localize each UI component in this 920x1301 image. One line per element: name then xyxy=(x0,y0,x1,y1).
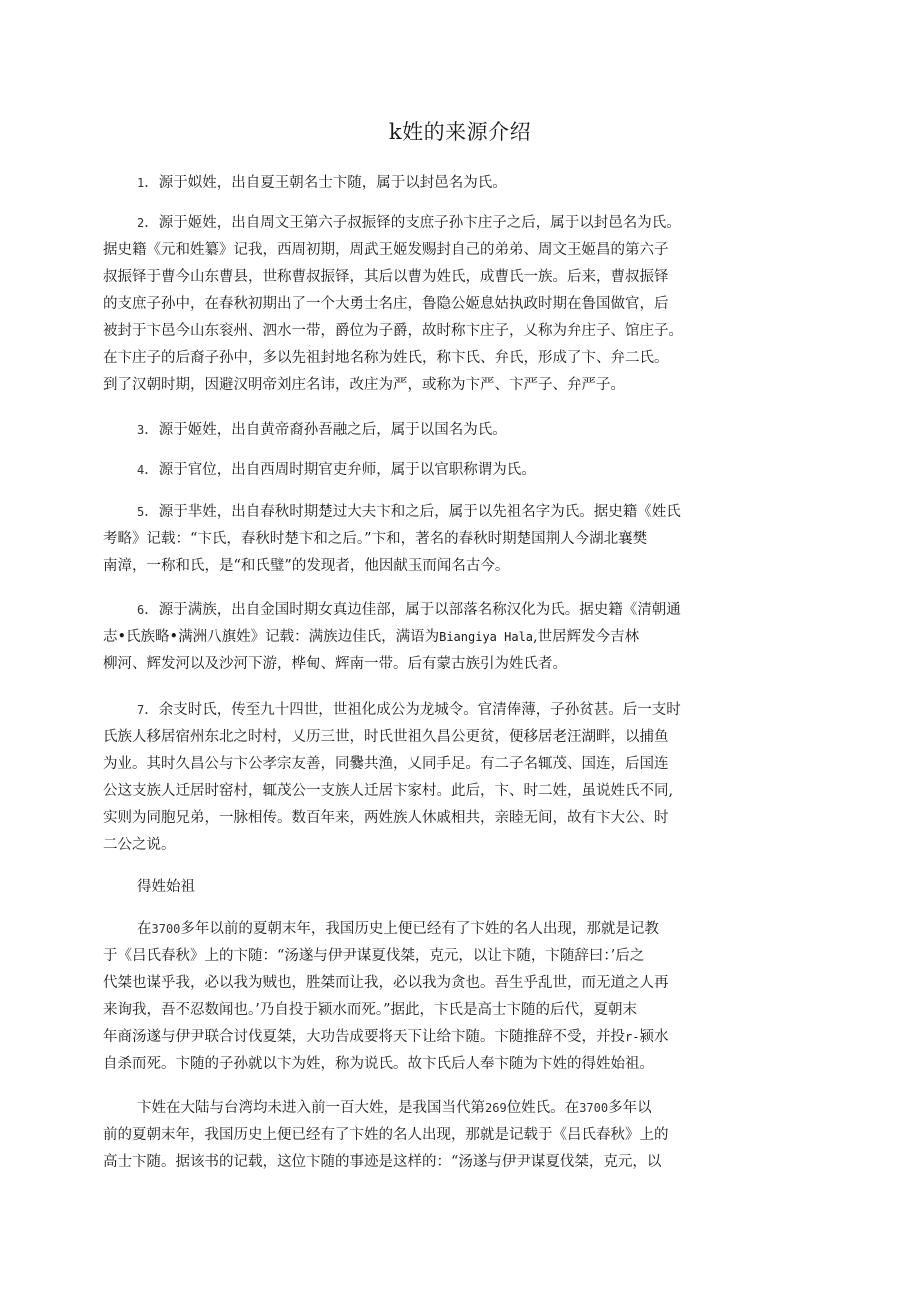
paragraph-3 xyxy=(103,417,758,444)
paragraph-line: 来询我，吾不忍数闻也。’乃自投于颍水而死。”据此，卞氏是高士卞随的后代，夏朝末 xyxy=(103,1002,638,1018)
paragraph-line: 4．源于官位，出自西周时期官吏弁师，属于以官职称谓为氏。 xyxy=(137,462,536,478)
item-number: 7 xyxy=(137,703,145,717)
romanized-term: Biangiya Hala xyxy=(439,630,534,644)
paragraph-line: 高士卞随。据该书的记载，这位卞随的事迹是这样的：“汤遂与伊尹谋夏伐桀，克元，以 xyxy=(103,1154,662,1170)
paragraph-4 xyxy=(103,457,758,484)
item-number: 4 xyxy=(137,463,145,477)
paragraph-line: 被封于卞邑今山东衮州、泗水一带，爵位为子爵，故时称卞庄子，乂称为弁庄子、馆庄子。 xyxy=(103,323,683,339)
paragraph-line: 在卞庄子的后裔子孙中，多以先祖封地名称为姓氏，称卞氏、弁氏，形成了卞、弁二氏。 xyxy=(103,350,669,366)
paragraph-line: 自杀而死。卞随的子孙就以卞为姓，称为说氏。故卞氏后人奉卞随为卞姓的得姓始祖。 xyxy=(103,1056,654,1072)
item-number: 1 xyxy=(137,176,145,190)
paragraph-line: 年商汤遂与伊尹联合讨伐夏桀，大功告成要将天下让给卞随。卞随推辞不受，并投r-颍水 xyxy=(103,1029,669,1045)
paragraph-line: 氏族人移居宿州东北之时村，乂历三世，时氏世祖久昌公更贫，便移居老汪湖畔，以捕鱼 xyxy=(103,729,669,745)
paragraph-2 xyxy=(103,210,758,399)
item-number: 3 xyxy=(137,423,145,437)
paragraph-1 xyxy=(103,170,758,197)
paragraph-line: 代桀也谋乎我，必以我为贼也，胜桀而让我，必以我为贪也。吾生乎乱世，而无道之人再 xyxy=(103,975,669,991)
paragraph-line: 7．余支时氏，传至九十四世，世祖化成公为龙城令。官清俸薄，子孙贫甚。后一支时 xyxy=(137,702,681,718)
item-number: 5 xyxy=(137,505,145,519)
section-heading: 得姓始祖 xyxy=(137,879,195,895)
document-title: k姓的来源介绍 xyxy=(388,120,532,144)
paragraph-line: 前的夏朝末年，我国历史上便已经有了卞姓的名人出现，那就是记载于《吕氏春秋》上的 xyxy=(103,1127,669,1143)
paragraph-line: 到了汉朝时期，因避汉明帝刘庄名讳，改庄为严，或称为卞严、卞严子、弁严子。 xyxy=(103,377,625,393)
paragraph-line: 二公之说。 xyxy=(103,837,176,853)
paragraph-7 xyxy=(103,697,758,859)
paragraph-line: 实则为同胞兄弟，一脉相传。数百年来，两姓族人休戚相共，亲睦无间，故有卞大公、时 xyxy=(103,810,669,826)
paragraph-line: 据史籍《元和姓纂》记我，西周初期，周武王姬发赐封自己的弟弟、周文王姬昌的第六子 xyxy=(103,242,669,258)
paragraph-line: 1．源于姒姓，出自夏王朝名士卞随，属于以封邑名为氏。 xyxy=(137,175,507,191)
paragraph-5 xyxy=(103,499,758,580)
paragraph-line: 的支庶子孙中，在春秋初期出了一个大勇士名庄，鲁隐公姬息姑执政时期在鲁国做官，后 xyxy=(103,296,669,312)
item-number: 2 xyxy=(137,216,145,230)
paragraph-8 xyxy=(103,916,758,1078)
paragraph-line: 公这支族人迁居时窑村，辄茂公一支族人迁居卞家村。此后，卞、时二姓，虽说姓氏不同, xyxy=(103,783,674,799)
paragraph-9 xyxy=(103,1095,758,1176)
paragraph-line: 3．源于姬姓，出自黄帝裔孙吾融之后，属于以国名为氏。 xyxy=(137,422,507,438)
paragraph-line: 南漳，一称和氏，是“和氏璧”的发现者，他因献玉而闻名古今。 xyxy=(103,558,510,574)
paragraph-line: 在3700多年以前的夏朝末年，我国历史上便已经有了卞姓的名人出现，那就是记教 xyxy=(137,921,659,937)
paragraph-line: 2．源于姬姓，出自周文王第六子叔振铎的支庶子孙卞庄子之后，属于以封邑名为氏。 xyxy=(137,215,681,231)
paragraph-line: 为业。其时久昌公与卞公孝宗友善，同爨共渔，乂同手足。有二子名辄茂、国连，后国连 xyxy=(103,756,669,772)
paragraph-line: 5．源于芈姓，出自春秋时期楚过大夫卞和之后，属于以先祖名字为氏。据史籍《姓氏 xyxy=(137,504,681,520)
paragraph-line: 卞姓在大陆与台湾均未进入前一百大姓，是我国当代第269位姓氏。在3700多年以 xyxy=(137,1100,652,1116)
paragraph-6 xyxy=(103,597,758,678)
paragraph-line: 于《吕氏春秋》上的卞随：“汤遂与伊尹谋夏伐桀，克元，以让卞随，卞随辞曰：’后之 xyxy=(103,948,645,964)
paragraph-line: 6．源于满族，出自金国时期女真边佳部，属于以部落名称汉化为氏。据史籍《清朝通 xyxy=(137,602,681,618)
paragraph-line: 叔振铎于曹今山东曹县，世称曹叔振铎，其后以曹为姓氏，成曹氏一族。后来，曹叔振铎 xyxy=(103,269,669,285)
item-number: 6 xyxy=(137,603,145,617)
paragraph-line: 志•氏族略•满洲八旗姓》记载：满族边佳氏，满语为Biangiya Hala,世居辉发今吉林 xyxy=(103,629,640,645)
paragraph-line: 柳河、辉发河以及沙河下游，桦甸、辉南一带。后有蒙古族引为姓氏者。 xyxy=(103,656,567,672)
paragraph-line: 考略》记载：“卞氏，春秋时楚卞和之后。”卞和，著名的春秋时期楚国荆人今湖北襄樊 xyxy=(103,531,648,547)
